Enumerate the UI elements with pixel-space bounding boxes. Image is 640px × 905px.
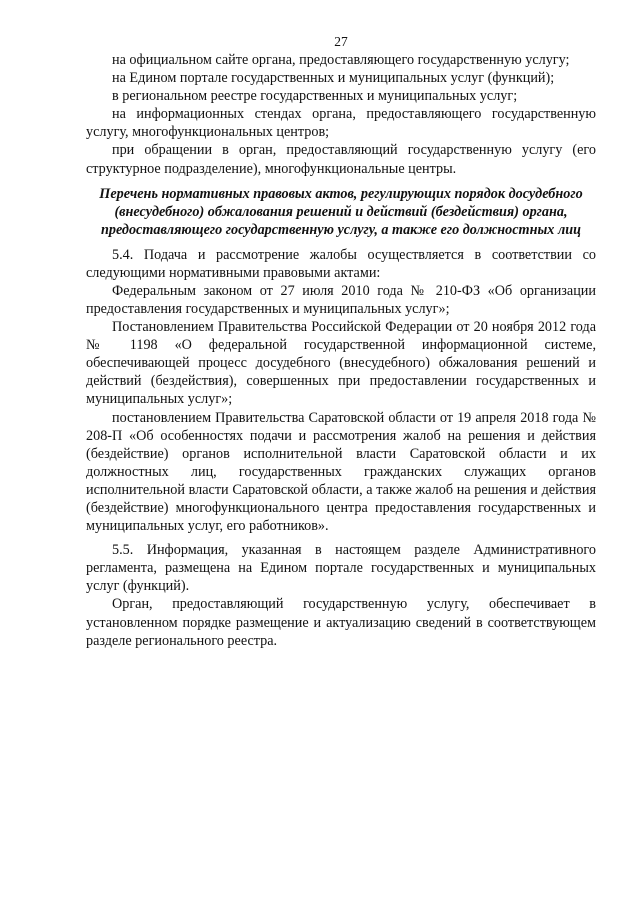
- page-number: 27: [334, 34, 348, 49]
- paragraph: Орган, предоставляющий государственную услугу, обеспечивает в установленном порядке размещение и актуализацию сведений в соответствующем разделе регионального реестра.: [86, 596, 596, 649]
- paragraph: Постановлением Правительства Российской Федерации от 20 ноября 2012 года № 1198 «О федеральной государственной информационной системе, обеспечивающей процесс досудебного (внесудебного) обжалования решений и действий (бездействия), совершенных при предоставлении государственных и муниципальных услуг»;: [86, 319, 596, 408]
- list-item: при обращении в орган, предоставляющий государственную услугу (его структурное подразделение), многофункциональные центры.: [86, 142, 596, 177]
- section-heading: Перечень нормативных правовых актов, регулирующих порядок досудебного (внесудебного) обжалования решений и действий (бездействия) органа, предоставляющего государственную услугу, а также его должностных лиц: [99, 185, 583, 238]
- paragraph: постановлением Правительства Саратовской области от 19 апреля 2018 года № 208-П «Об особенностях подачи и рассмотрения жалоб на решения и действия (бездействие) органов исполнительной власти Саратовской области и их должностных лиц, государственных гражданских служащих органов исполнительной власти Саратовской области, а также жалоб на решения и действия (бездействие) многофункционального центра предоставления государственных и муниципальных услуг, его работников».: [86, 409, 596, 535]
- paragraph: 5.5. Информация, указанная в настоящем разделе Административного регламента, размещена на Едином портале государственных и муниципальных услуг (функций).: [86, 542, 596, 595]
- paragraph: 5.4. Подача и рассмотрение жалобы осуществляется в соответствии со следующими нормативными правовыми актами:: [86, 246, 596, 281]
- list-item: на Едином портале государственных и муниципальных услуг (функций);: [112, 70, 555, 87]
- list-item: на информационных стендах органа, предоставляющего государственную услугу, многофункциональных центров;: [86, 106, 596, 141]
- paragraph: Федеральным законом от 27 июля 2010 года № 210-ФЗ «Об организации предоставления государственных и муниципальных услуг»;: [86, 282, 596, 317]
- document-page: [86, 34, 596, 650]
- list-item: в региональном реестре государственных и муниципальных услуг;: [112, 88, 518, 105]
- list-item: на официальном сайте органа, предоставляющего государственную услугу;: [112, 52, 570, 68]
